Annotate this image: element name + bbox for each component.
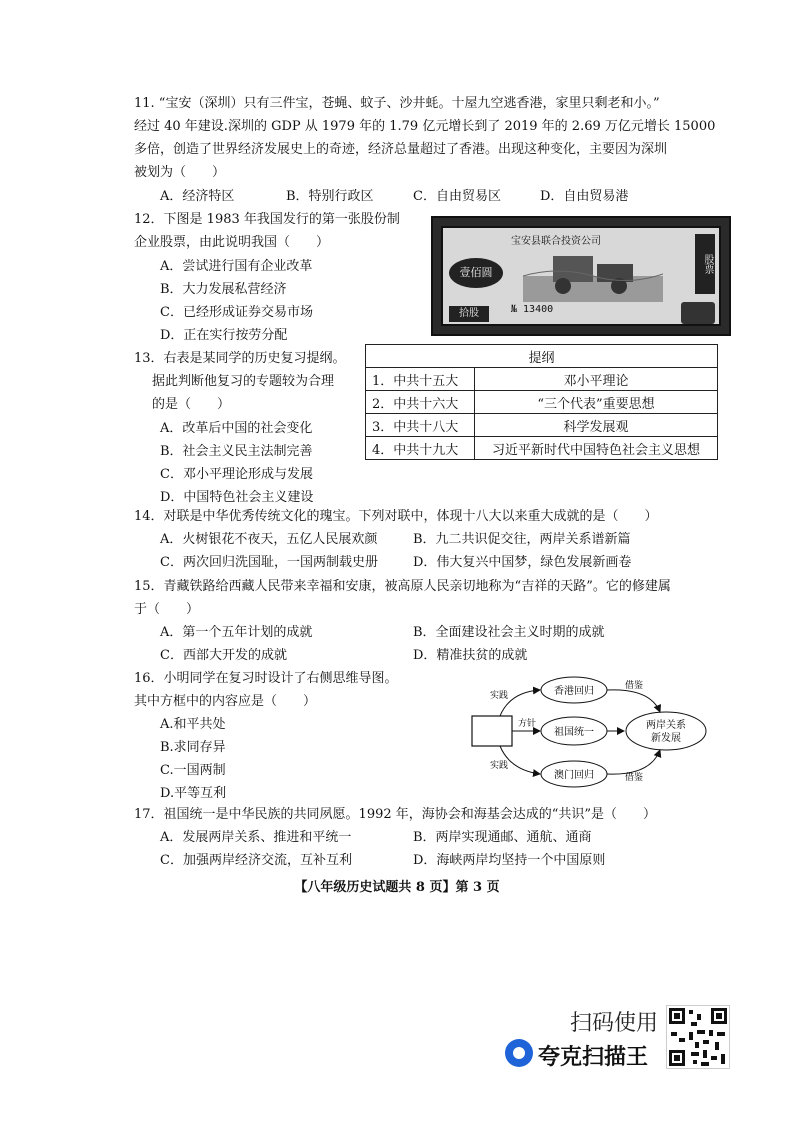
q12-option-d: D．正在实行按劳分配 xyxy=(160,328,288,343)
q11-line2: 经过 40 年建设.深圳的 GDP 从 1979 年的 1.79 亿元增长到了 2019 年的 2.69 万亿元增长 15000 xyxy=(134,119,716,134)
mind-map-bottom-label: 澳门回归 xyxy=(554,770,594,781)
q13-line3: 的是（ ） xyxy=(152,397,231,412)
mind-map-diagram xyxy=(460,668,720,798)
mind-map-right-label-1: 两岸关系 xyxy=(646,720,686,731)
mind-map-label-model-bottom: 借鉴 xyxy=(625,773,644,783)
q13-option-a: A．改革后中国的社会变化 xyxy=(160,421,313,436)
q17-option-a: A．发展两岸关系、推进和平统一 xyxy=(160,830,352,845)
q16-line1: 16．小明同学在复习时设计了右侧思维导图。 xyxy=(134,671,398,686)
mind-map-label-practice-bottom: 实践 xyxy=(490,761,509,771)
mind-map-right-node xyxy=(626,712,706,750)
q15-line1: 15．青藏铁路给西藏人民带来幸福和安康，被高原人民亲切地称为“吉祥的天路”。它的修建属 xyxy=(134,579,671,594)
q16-option-c: C.一国两制 xyxy=(160,763,226,778)
q11-option-c: C．自由贸易区 xyxy=(413,189,501,204)
outline-header: 提纲 xyxy=(366,345,718,368)
table-row xyxy=(366,437,718,460)
outline-topic: 科学发展观 xyxy=(475,414,718,437)
table-row xyxy=(366,414,718,437)
stock-share-count: 拾股 xyxy=(449,306,489,322)
q11-option-b: B．特别行政区 xyxy=(286,189,374,204)
q15-option-c: C．西部大开发的成就 xyxy=(160,648,287,663)
q13-line1: 13．右表是某同学的历史复习提纲。 xyxy=(134,351,346,366)
q14-option-d: D．伟大复兴中国梦，绿色发展新画卷 xyxy=(413,555,632,570)
mind-map-arrow xyxy=(607,690,660,712)
table-row xyxy=(366,368,718,391)
scanner-brand[interactable]: 夸克扫描王 xyxy=(538,1045,649,1070)
q13-option-d: D．中国特色社会主义建设 xyxy=(160,490,314,505)
q14-line1: 14．对联是中华优秀传统文化的瑰宝。下列对联中，体现十八大以来重大成就的是（ ） xyxy=(134,509,658,524)
mind-map-label-method: 方针 xyxy=(518,719,537,729)
stock-seal xyxy=(681,302,715,324)
q14-option-a: A．火树银花不夜天，五亿人民展欢颜 xyxy=(160,532,378,547)
qr-code-icon[interactable] xyxy=(666,1005,730,1069)
q12-option-b: B．大力发展私营经济 xyxy=(160,282,287,297)
outline-topic: 习近平新时代中国特色社会主义思想 xyxy=(475,437,718,460)
outline-congress: 4．中共十九大 xyxy=(366,437,475,460)
q15-line2: 于（ ） xyxy=(134,602,200,617)
q15-option-a: A．第一个五年计划的成就 xyxy=(160,625,313,640)
outline-topic: 邓小平理论 xyxy=(475,368,718,391)
q17-option-c: C．加强两岸经济交流，互补互利 xyxy=(160,853,352,868)
q14-option-b: B．九二共识促交往，两岸关系谱新篇 xyxy=(413,532,631,547)
q17-line1: 17．祖国统一是中华民族的共同夙愿。1992 年，海协会和海基会达成的“共识”是（ ） xyxy=(134,807,657,822)
mind-map-right-label-2: 新发展 xyxy=(651,733,681,744)
stock-vignette-image xyxy=(523,246,663,302)
q15-option-d: D．精准扶贫的成就 xyxy=(413,648,528,663)
q11-option-d: D．自由贸易港 xyxy=(540,189,629,204)
q11-line1: 11. “宝安（深圳）只有三件宝，苍蝇、蚊子、沙井蚝。十屋九空逃香港，家里只剩老和小。” xyxy=(134,96,660,111)
q17-option-b: B．两岸实现通邮、通航、通商 xyxy=(413,830,592,845)
scan-use-label: 扫码使用 xyxy=(570,1011,659,1036)
mind-map-blank-box xyxy=(472,716,512,746)
mind-map-center-label: 祖国统一 xyxy=(554,727,594,738)
page-footer: 【八年级历史试题共 8 页】第 3 页 xyxy=(294,880,500,895)
stock-side-label: 股票 xyxy=(695,234,715,294)
q17-option-d: D．海峡两岸均坚持一个中国原则 xyxy=(413,853,606,868)
q14-option-c: C．两次回归洗国耻，一国两制载史册 xyxy=(160,555,378,570)
q12-option-a: A．尝试进行国有企业改革 xyxy=(160,259,313,274)
q13-option-b: B．社会主义民主法制完善 xyxy=(160,444,313,459)
q16-option-d: D.平等互利 xyxy=(160,786,227,801)
q11-line4: 被划为（ ） xyxy=(134,165,226,180)
q13-option-c: C．邓小平理论形成与发展 xyxy=(160,467,313,482)
q13-line2: 据此判断他复习的专题较为合理 xyxy=(152,374,335,389)
stock-company-name: 宝安县联合投资公司 xyxy=(511,236,601,247)
outline-congress: 1．中共十五大 xyxy=(366,368,475,391)
outline-table xyxy=(365,344,718,460)
q12-option-c: C．已经形成证券交易市场 xyxy=(160,305,313,320)
quark-logo-icon xyxy=(505,1039,533,1067)
q12-line2: 企业股票，由此说明我国（ ） xyxy=(134,235,330,250)
mind-map-top-label: 香港回归 xyxy=(554,686,594,697)
mind-map-label-model-top: 借鉴 xyxy=(625,681,644,691)
q16-option-a: A.和平共处 xyxy=(160,717,226,732)
q16-line2: 其中方框中的内容应是（ ） xyxy=(134,694,317,709)
q15-option-b: B．全面建设社会主义时期的成就 xyxy=(413,625,605,640)
table-row xyxy=(366,391,718,414)
q16-option-b: B.求同存异 xyxy=(160,740,226,755)
q11-line3: 多倍，创造了世界经济发展史上的奇迹，经济总量超过了香港。出现这种变化，主要因为深圳 xyxy=(134,142,668,157)
stock-certificate-image xyxy=(431,216,731,336)
stock-serial-number: № 13400 xyxy=(511,304,554,315)
mind-map-arrow xyxy=(607,750,660,774)
outline-congress: 2．中共十六大 xyxy=(366,391,475,414)
outline-congress: 3．中共十八大 xyxy=(366,414,475,437)
stock-denomination: 壹佰圆 xyxy=(449,258,503,288)
mind-map-label-practice-top: 实践 xyxy=(490,691,509,701)
outline-topic: “三个代表”重要思想 xyxy=(475,391,718,414)
q12-line1: 12．下图是 1983 年我国发行的第一张股份制 xyxy=(134,212,400,227)
q11-option-a: A．经济特区 xyxy=(160,189,235,204)
